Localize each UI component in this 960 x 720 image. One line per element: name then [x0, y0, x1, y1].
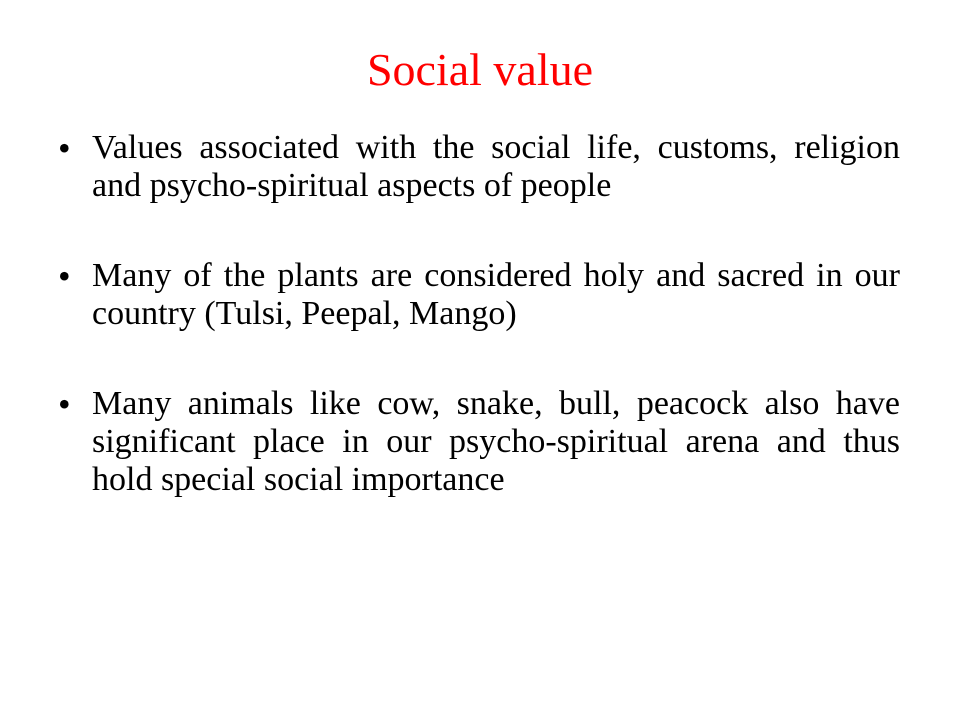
bullet-text: Values associated with the social life, customs, religion and psycho-spiritual aspects of people: [92, 129, 900, 204]
bullet-text: Many animals like cow, snake, bull, peacock also have significant place in our psycho-spiritual arena and thus hold special social importance: [92, 385, 900, 498]
bullet-marker: •: [58, 384, 71, 424]
bullet-item: [0, 385, 960, 499]
bullet-item: [0, 129, 960, 205]
bullet-marker: •: [58, 256, 71, 296]
slide-title: Social value: [366, 44, 594, 95]
bullet-text: Many of the plants are considered holy and sacred in our country (Tulsi, Peepal, Mango): [92, 257, 900, 332]
bullet-marker: •: [58, 128, 71, 168]
bullet-item: [0, 257, 960, 333]
bullet-list: [0, 129, 960, 499]
